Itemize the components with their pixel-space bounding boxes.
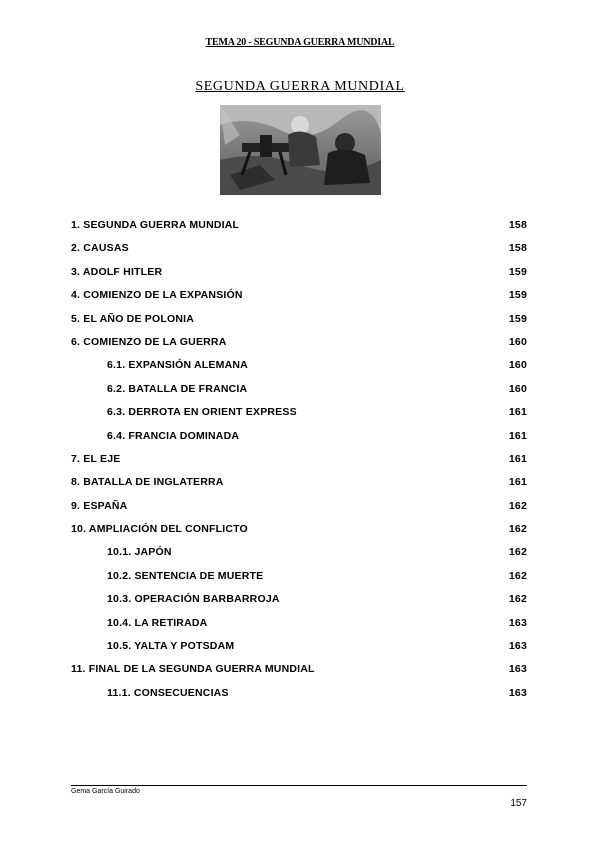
toc-entry	[71, 592, 527, 615]
toc-entry-page: 159	[508, 312, 527, 325]
toc-entry-label: 3. ADOLF HITLER	[71, 265, 163, 278]
toc-entry	[71, 639, 527, 662]
footer-page-number: 157	[510, 798, 527, 809]
toc-entry-label: 6.3. DERROTA EN ORIENT EXPRESS	[107, 406, 297, 419]
toc-entry-page: 160	[508, 359, 527, 372]
toc-entry	[71, 662, 527, 685]
toc-entry	[71, 382, 527, 405]
toc-entry-label: 9. ESPAÑA	[71, 499, 128, 512]
toc-entry	[71, 312, 527, 335]
toc-entry-page: 162	[508, 499, 527, 512]
toc-entry-label: 10. AMPLIACIÓN DEL CONFLICTO	[71, 523, 248, 536]
toc-entry-label: 6.1. EXPANSIÓN ALEMANA	[107, 359, 248, 372]
toc-entry-label: 6.4. FRANCIA DOMINADA	[107, 429, 240, 442]
toc-entry-label: 8. BATALLA DE INGLATERRA	[71, 476, 224, 489]
toc-entry-page: 163	[508, 616, 527, 629]
toc-entry-page: 158	[508, 219, 527, 231]
toc-entry-page: 161	[508, 476, 527, 489]
toc-entry-page: 161	[508, 429, 527, 442]
toc-entry-page: 163	[508, 686, 527, 699]
toc-entry	[71, 265, 527, 288]
toc-entry-page: 159	[508, 289, 527, 302]
toc-entry	[71, 522, 527, 545]
toc-entry-page: 160	[508, 335, 527, 348]
toc-entry-label: 10.2. SENTENCIA DE MUERTE	[107, 569, 264, 582]
toc-entry-page: 162	[508, 546, 527, 559]
toc-entry	[71, 429, 527, 452]
toc-entry	[71, 218, 527, 241]
page-title: SEGUNDA GUERRA MUNDIAL	[195, 79, 405, 94]
toc-entry-page: 163	[508, 663, 527, 676]
toc-entry-label: 5. EL AÑO DE POLONIA	[71, 312, 195, 325]
toc-entry-label: 11.1. CONSECUENCIAS	[107, 686, 229, 699]
footer-divider	[71, 785, 527, 786]
toc-entry-page: 162	[508, 569, 527, 582]
toc-entry-label: 1. SEGUNDA GUERRA MUNDIAL	[71, 219, 240, 231]
toc-entry-label: 10.1. JAPÓN	[107, 546, 172, 559]
toc-entry-page: 159	[508, 265, 527, 278]
toc-entry	[71, 358, 527, 381]
toc-entry-label: 10.4. LA RETIRADA	[107, 616, 208, 629]
toc-entry-page: 158	[508, 242, 527, 255]
toc-entry	[71, 335, 527, 358]
toc-entry	[71, 241, 527, 264]
footer-author: Gema García Guirado	[71, 788, 140, 795]
soldiers-machine-gun-photo	[220, 105, 381, 195]
toc-entry-page: 163	[508, 640, 527, 653]
toc-entry	[71, 288, 527, 311]
toc-entry-label: 6.2. BATALLA DE FRANCIA	[107, 382, 248, 395]
toc-entry-label: 7. EL EJE	[71, 452, 121, 465]
toc-entry	[71, 499, 527, 522]
toc-entry	[71, 545, 527, 568]
toc-entry-page: 161	[508, 452, 527, 465]
toc-entry	[71, 405, 527, 428]
table-of-contents	[71, 218, 527, 709]
toc-entry	[71, 686, 527, 709]
toc-entry-page: 162	[508, 593, 527, 606]
toc-entry	[71, 616, 527, 639]
document-header-title: TEMA 20 - SEGUNDA GUERRA MUNDIAL	[205, 37, 395, 48]
toc-entry	[71, 452, 527, 475]
photo-illustration	[220, 105, 381, 195]
toc-entry-label: 2. CAUSAS	[71, 242, 129, 255]
toc-entry-page: 162	[508, 523, 527, 536]
toc-entry-label: 10.3. OPERACIÓN BARBARROJA	[107, 593, 280, 606]
toc-entry-page: 160	[508, 382, 527, 395]
toc-entry-label: 11. FINAL DE LA SEGUNDA GUERRA MUNDIAL	[71, 663, 315, 676]
toc-entry-page: 161	[508, 406, 527, 419]
toc-entry	[71, 475, 527, 498]
toc-entry-label: 4. COMIENZO DE LA EXPANSIÓN	[71, 289, 243, 302]
toc-entry	[71, 569, 527, 592]
toc-entry-label: 6. COMIENZO DE LA GUERRA	[71, 335, 227, 348]
toc-entry-label: 10.5. YALTA Y POTSDAM	[107, 640, 235, 653]
